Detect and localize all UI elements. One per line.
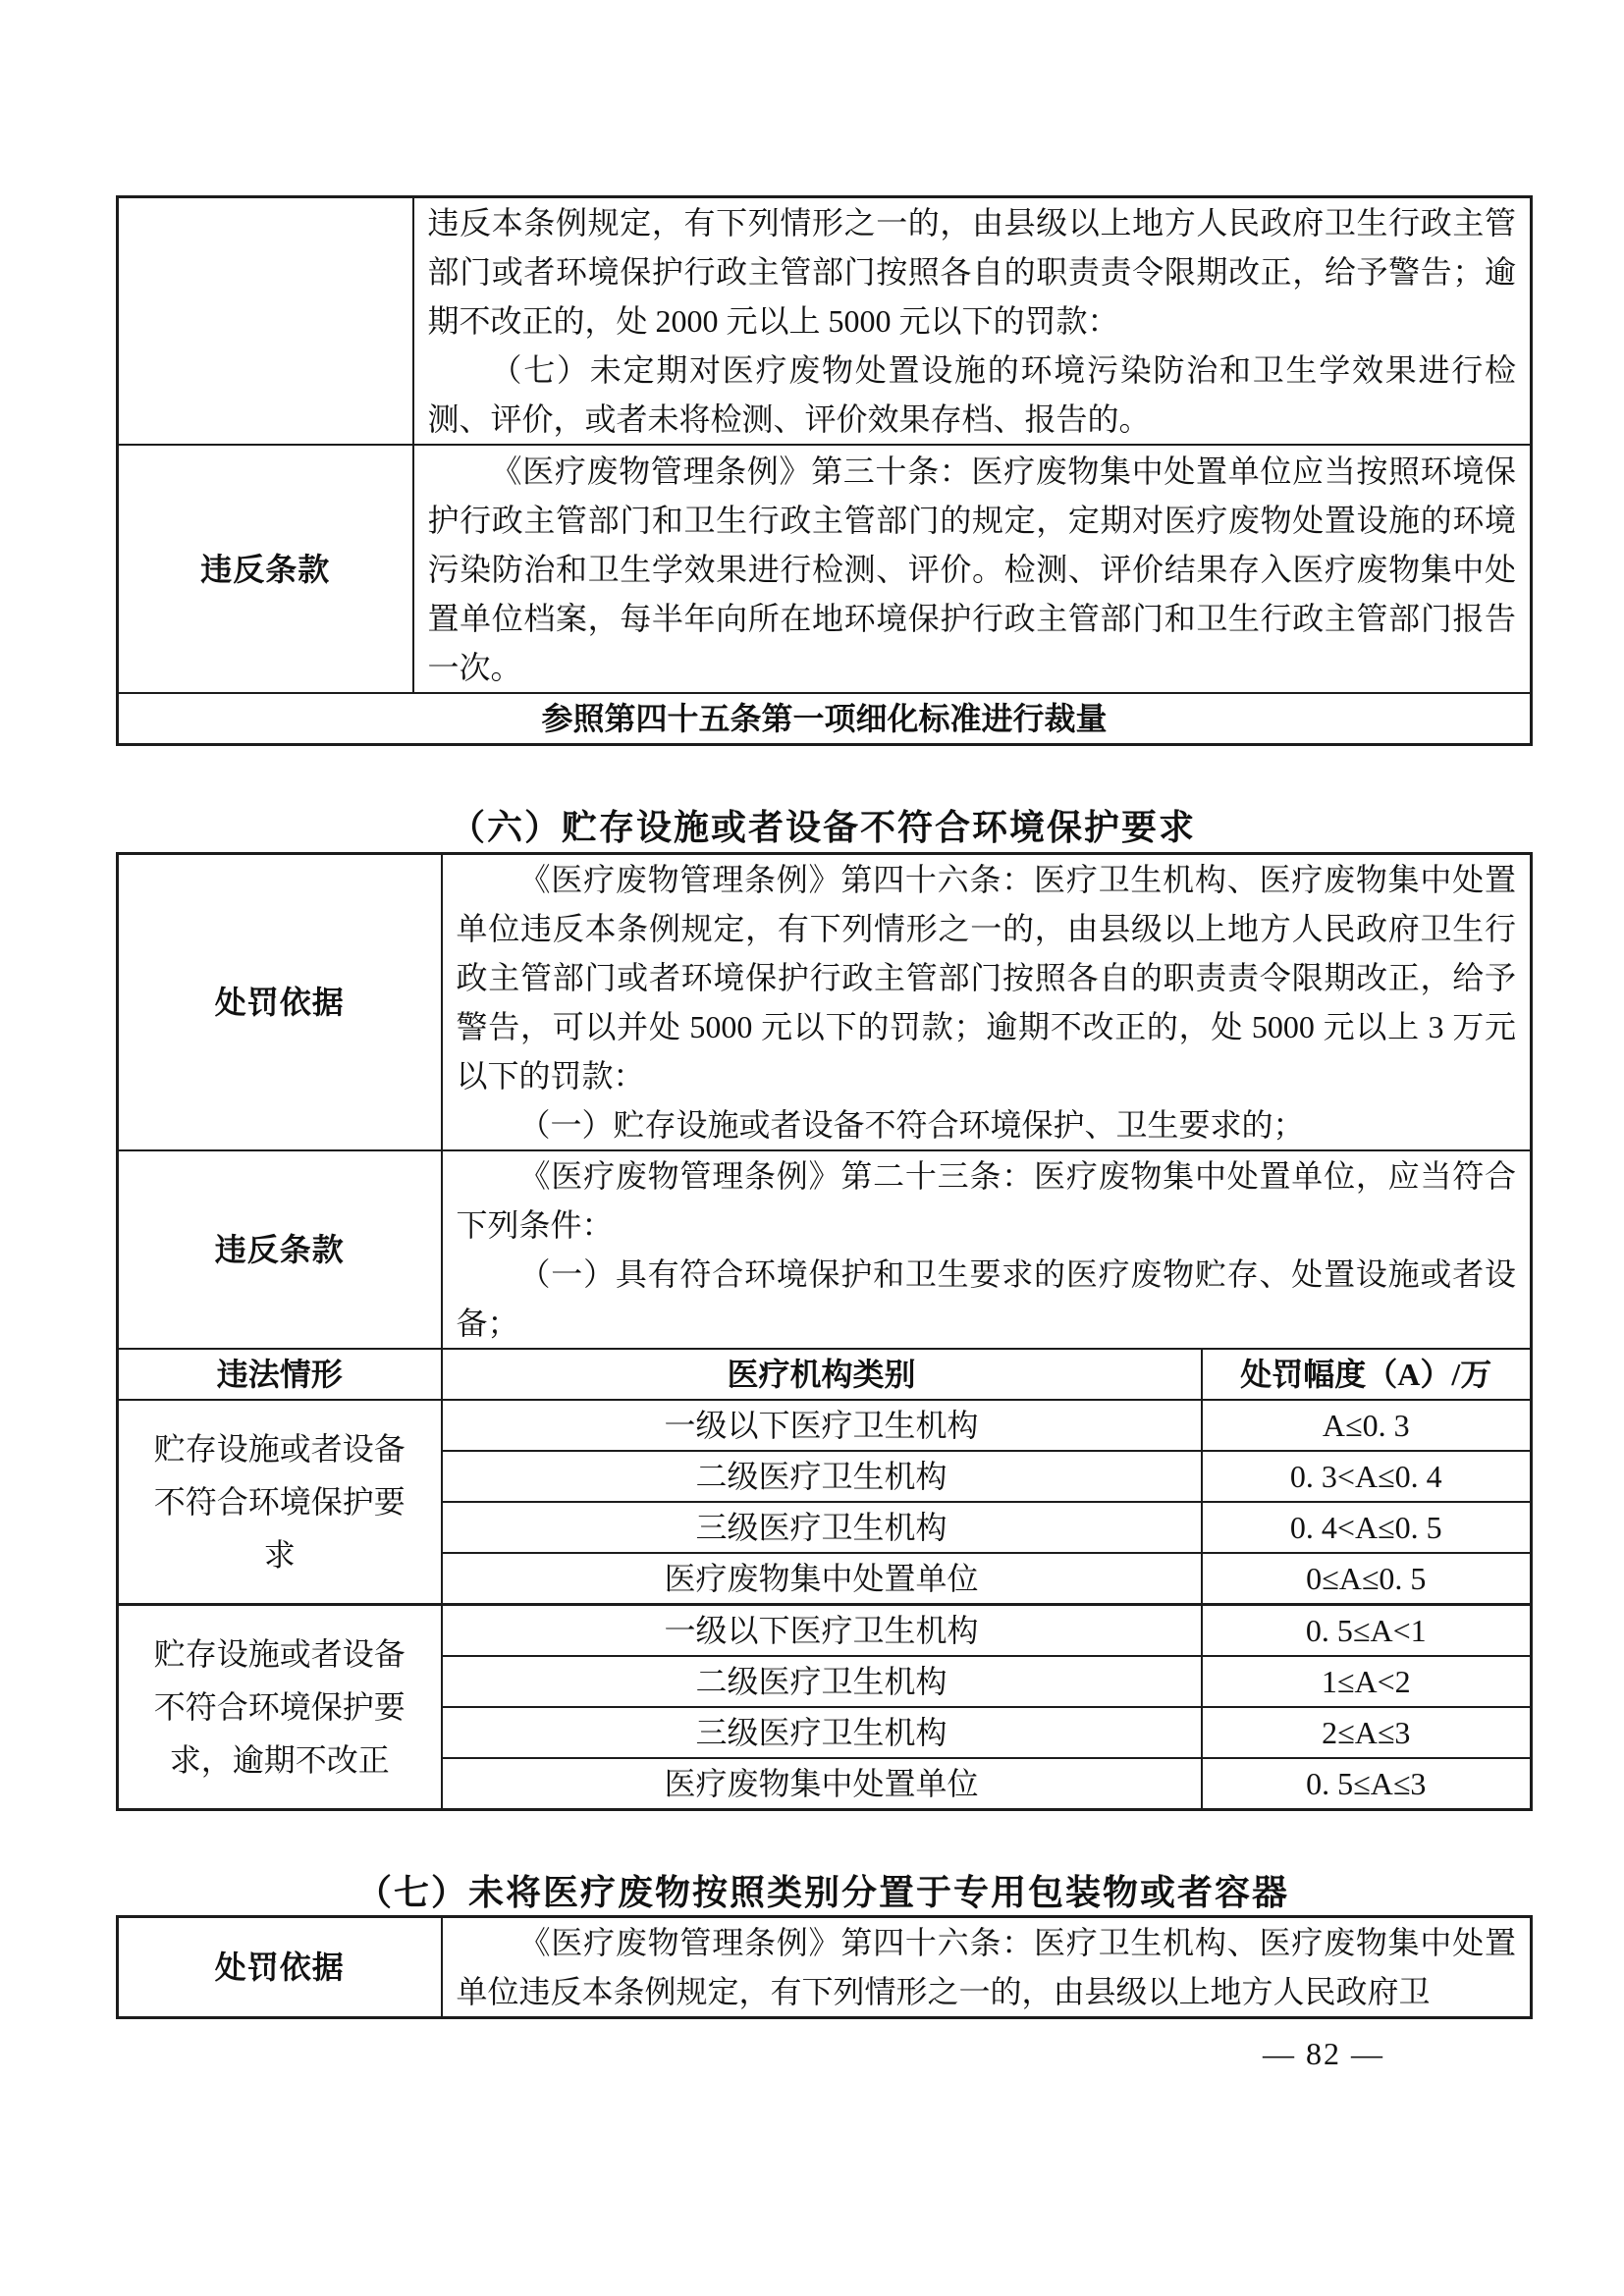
penalty-basis-paragraph: 《医疗废物管理条例》第四十六条：医疗卫生机构、医疗废物集中处置单位违反本条例规定，有下列情形之一的，由县级以上地方人民政府卫生行政主管部门或者环境保护行政主管部门按照各自的职责责令限期改正，给予警告，可以并处 5000 元以下的罚款；逾期不改正的，处 5000 元以上 3 万元以下的罚款：	[456, 862, 1517, 1094]
institution-category: 三级医疗卫生机构	[442, 1707, 1202, 1758]
fines-row	[118, 1605, 1532, 1657]
penalty-basis-item-1: （一）贮存设施或者设备不符合环境保护、卫生要求的；	[518, 1107, 1305, 1143]
institution-category: 二级医疗卫生机构	[442, 1656, 1202, 1707]
situation-group-2-text: 贮存设施或者设备不符合环境保护要求，逾期不改正	[153, 1636, 406, 1778]
institution-category: 二级医疗卫生机构	[442, 1451, 1202, 1502]
continuation-label-cell	[118, 197, 413, 446]
violated-clause-label: 违反条款	[118, 1150, 442, 1349]
fine-range: 0. 4<A≤0. 5	[1202, 1502, 1532, 1553]
penalty-basis-item-7: （七）未定期对医疗废物处置设施的环境污染防治和卫生学效果进行检测、评价，或者未将检测、评价效果存档、报告的。	[427, 352, 1516, 437]
institution-category: 一级以下医疗卫生机构	[442, 1605, 1202, 1657]
penalty-basis-label: 处罚依据	[118, 1917, 442, 2018]
institution-category: 三级医疗卫生机构	[442, 1502, 1202, 1553]
violated-clause-label: 违反条款	[118, 445, 413, 693]
fine-range: 0. 5≤A≤3	[1202, 1758, 1532, 1810]
situation-group-2-cell	[118, 1605, 442, 1810]
violated-clause-text-cell	[442, 1150, 1532, 1349]
fine-range: 1≤A<2	[1202, 1656, 1532, 1707]
violated-clause-text-cell	[413, 445, 1532, 693]
column-header-situation: 违法情形	[118, 1349, 442, 1400]
section-7-penalty-table	[116, 1915, 1533, 2019]
section-6-penalty-table	[116, 852, 1533, 1811]
fines-header-row	[118, 1349, 1532, 1400]
table-row	[118, 1150, 1532, 1349]
table-row	[118, 854, 1532, 1151]
fine-range: 0. 5≤A<1	[1202, 1605, 1532, 1657]
fine-range: 2≤A≤3	[1202, 1707, 1532, 1758]
penalty-basis-text-cell	[442, 854, 1532, 1151]
institution-category: 医疗废物集中处置单位	[442, 1553, 1202, 1605]
institution-category: 医疗废物集中处置单位	[442, 1758, 1202, 1810]
table-row	[118, 693, 1532, 745]
table-row	[118, 445, 1532, 693]
fine-range: 0. 3<A≤0. 4	[1202, 1451, 1532, 1502]
fine-range: 0≤A≤0. 5	[1202, 1553, 1532, 1605]
table-row	[118, 1917, 1532, 2018]
column-header-fine-range: 处罚幅度（A）/万	[1202, 1349, 1532, 1400]
penalty-basis-paragraph: 违反本条例规定，有下列情形之一的，由县级以上地方人民政府卫生行政主管部门或者环境保护行政主管部门按照各自的职责责令限期改正，给予警告；逾期不改正的，处 2000 元以上 5000 元以下的罚款：	[427, 205, 1516, 339]
situation-group-1-text: 贮存设施或者设备不符合环境保护要求	[153, 1431, 406, 1573]
institution-category: 一级以下医疗卫生机构	[442, 1400, 1202, 1451]
situation-group-1-cell	[118, 1400, 442, 1605]
violated-clause-paragraph: 《医疗废物管理条例》第二十三条：医疗废物集中处置单位，应当符合下列条件：	[456, 1158, 1517, 1243]
penalty-basis-text-cell	[442, 1917, 1532, 2018]
fines-row	[118, 1400, 1532, 1451]
discretion-reference-note: 参照第四十五条第一项细化标准进行裁量	[118, 693, 1532, 745]
table-row	[118, 197, 1532, 446]
violated-clause-paragraph: 《医疗废物管理条例》第三十条：医疗废物集中处置单位应当按照环境保护行政主管部门和卫生行政主管部门的规定，定期对医疗废物处置设施的环境污染防治和卫生学效果进行检测、评价。检测、评价结果存入医疗废物集中处置单位档案，每半年向所在地环境保护行政主管部门和卫生行政主管部门报告一次。	[427, 453, 1516, 685]
penalty-basis-text-cell	[413, 197, 1532, 446]
section-7-title: （七）未将医疗废物按照类别分置于专用包装物或者容器	[355, 1873, 1289, 1912]
fine-range: A≤0. 3	[1202, 1400, 1532, 1451]
penalty-basis-paragraph: 《医疗废物管理条例》第四十六条：医疗卫生机构、医疗废物集中处置单位违反本条例规定，有下列情形之一的，由县级以上地方人民政府卫	[456, 1925, 1516, 2009]
violated-clause-item-1: （一）具有符合环境保护和卫生要求的医疗废物贮存、处置设施或者设备；	[456, 1256, 1517, 1341]
penalty-table-continued	[116, 195, 1533, 746]
penalty-basis-label: 处罚依据	[118, 854, 442, 1151]
column-header-institution-type: 医疗机构类别	[442, 1349, 1202, 1400]
page-number: — 82 —	[1263, 2036, 1384, 2071]
section-6-title: （六）贮存设施或者设备不符合环境保护要求	[449, 808, 1196, 847]
